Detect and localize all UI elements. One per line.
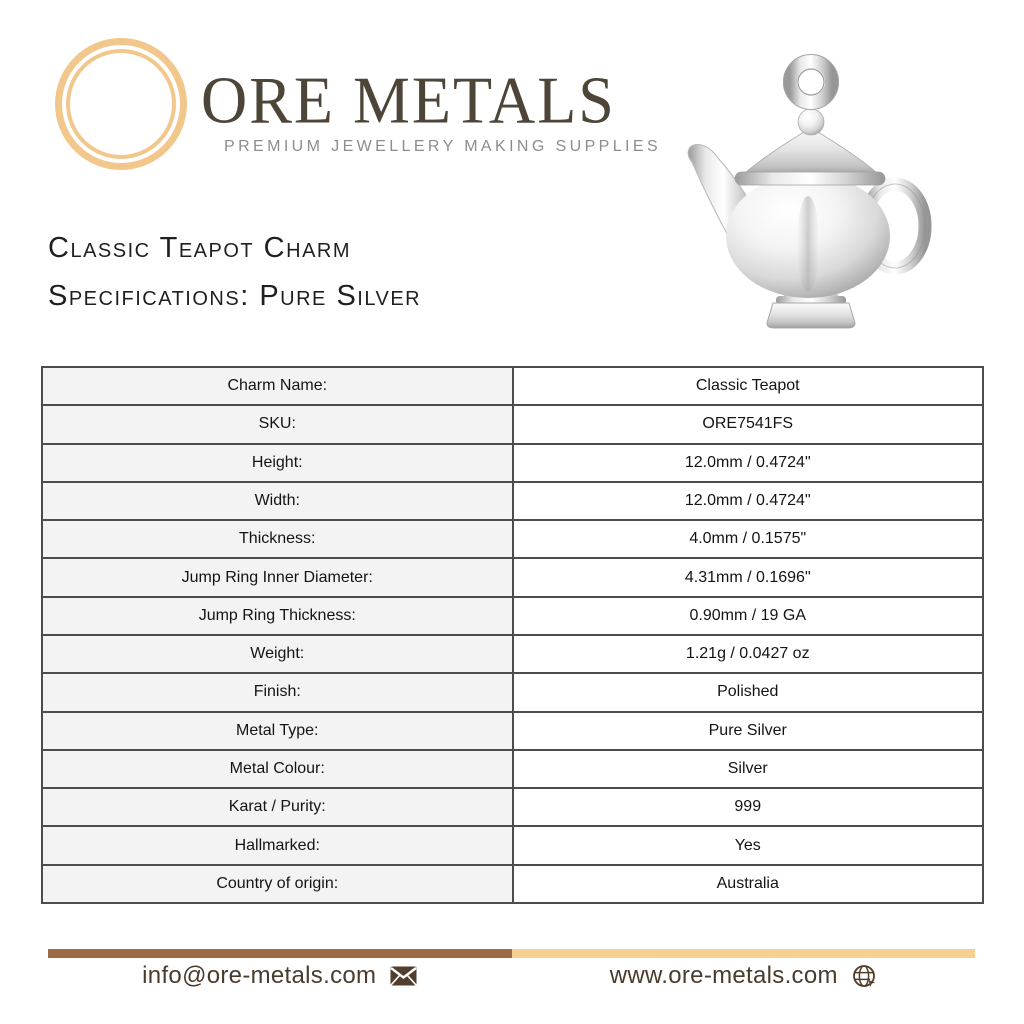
- spec-value: ORE7541FS: [513, 405, 984, 443]
- spec-value: 4.0mm / 0.1575": [513, 520, 984, 558]
- spec-label: Width:: [42, 482, 513, 520]
- footer-email-link[interactable]: info@ore-metals.com: [142, 962, 377, 989]
- table-row: [42, 444, 983, 482]
- spec-value: 0.90mm / 19 GA: [513, 597, 984, 635]
- table-row: [42, 826, 983, 864]
- footer-website-group: [512, 962, 976, 990]
- spec-value: 4.31mm / 0.1696": [513, 558, 984, 596]
- spec-value: Silver: [513, 750, 984, 788]
- table-row: [42, 520, 983, 558]
- brand-name: ORE METALS: [201, 63, 616, 137]
- table-row: [42, 750, 983, 788]
- spec-label: Jump Ring Inner Diameter:: [42, 558, 513, 596]
- footer-email-group: [48, 962, 512, 990]
- spec-value: 1.21g / 0.0427 oz: [513, 635, 984, 673]
- spec-label: Finish:: [42, 673, 513, 711]
- spec-label: Height:: [42, 444, 513, 482]
- table-row: [42, 558, 983, 596]
- table-row: [42, 712, 983, 750]
- spec-value: 12.0mm / 0.4724": [513, 482, 984, 520]
- page-title-line2: Specifications: Pure Silver: [48, 280, 422, 312]
- footer-bar-brown-segment: [48, 949, 512, 958]
- table-row: [42, 673, 983, 711]
- spec-label: Charm Name:: [42, 367, 513, 405]
- table-row: [42, 367, 983, 405]
- spec-value: Yes: [513, 826, 984, 864]
- spec-label: Metal Type:: [42, 712, 513, 750]
- spec-value: 12.0mm / 0.4724": [513, 444, 984, 482]
- logo-inner-ring-icon: [66, 49, 176, 159]
- page-title: [48, 224, 421, 320]
- table-row: [42, 788, 983, 826]
- brand-logo: [55, 38, 187, 170]
- spec-label: Jump Ring Thickness:: [42, 597, 513, 635]
- spec-value: Classic Teapot: [513, 367, 984, 405]
- spec-label: Weight:: [42, 635, 513, 673]
- spec-value: Pure Silver: [513, 712, 984, 750]
- table-row: [42, 405, 983, 443]
- spec-label: Metal Colour:: [42, 750, 513, 788]
- spec-value: 999: [513, 788, 984, 826]
- footer-divider-bar: [48, 949, 975, 958]
- spec-table-body: [42, 367, 983, 903]
- spec-label: Hallmarked:: [42, 826, 513, 864]
- envelope-icon: [390, 966, 417, 986]
- table-row: [42, 635, 983, 673]
- brand-tagline: PREMIUM JEWELLERY MAKING SUPPLIES: [224, 138, 662, 155]
- footer-website-link[interactable]: www.ore-metals.com: [609, 962, 838, 989]
- table-row: [42, 865, 983, 903]
- page-title-line1: Classic Teapot Charm: [48, 232, 352, 264]
- table-row: [42, 482, 983, 520]
- spec-label: Country of origin:: [42, 865, 513, 903]
- table-row: [42, 597, 983, 635]
- globe-icon: [852, 964, 877, 989]
- product-photo-teapot-charm: [662, 38, 962, 334]
- spec-table: [41, 366, 984, 904]
- spec-value: Australia: [513, 865, 984, 903]
- spec-label: Thickness:: [42, 520, 513, 558]
- footer-bar-tan-segment: [512, 949, 976, 958]
- spec-value: Polished: [513, 673, 984, 711]
- footer-contacts: [48, 962, 975, 990]
- spec-label: SKU:: [42, 405, 513, 443]
- spec-label: Karat / Purity:: [42, 788, 513, 826]
